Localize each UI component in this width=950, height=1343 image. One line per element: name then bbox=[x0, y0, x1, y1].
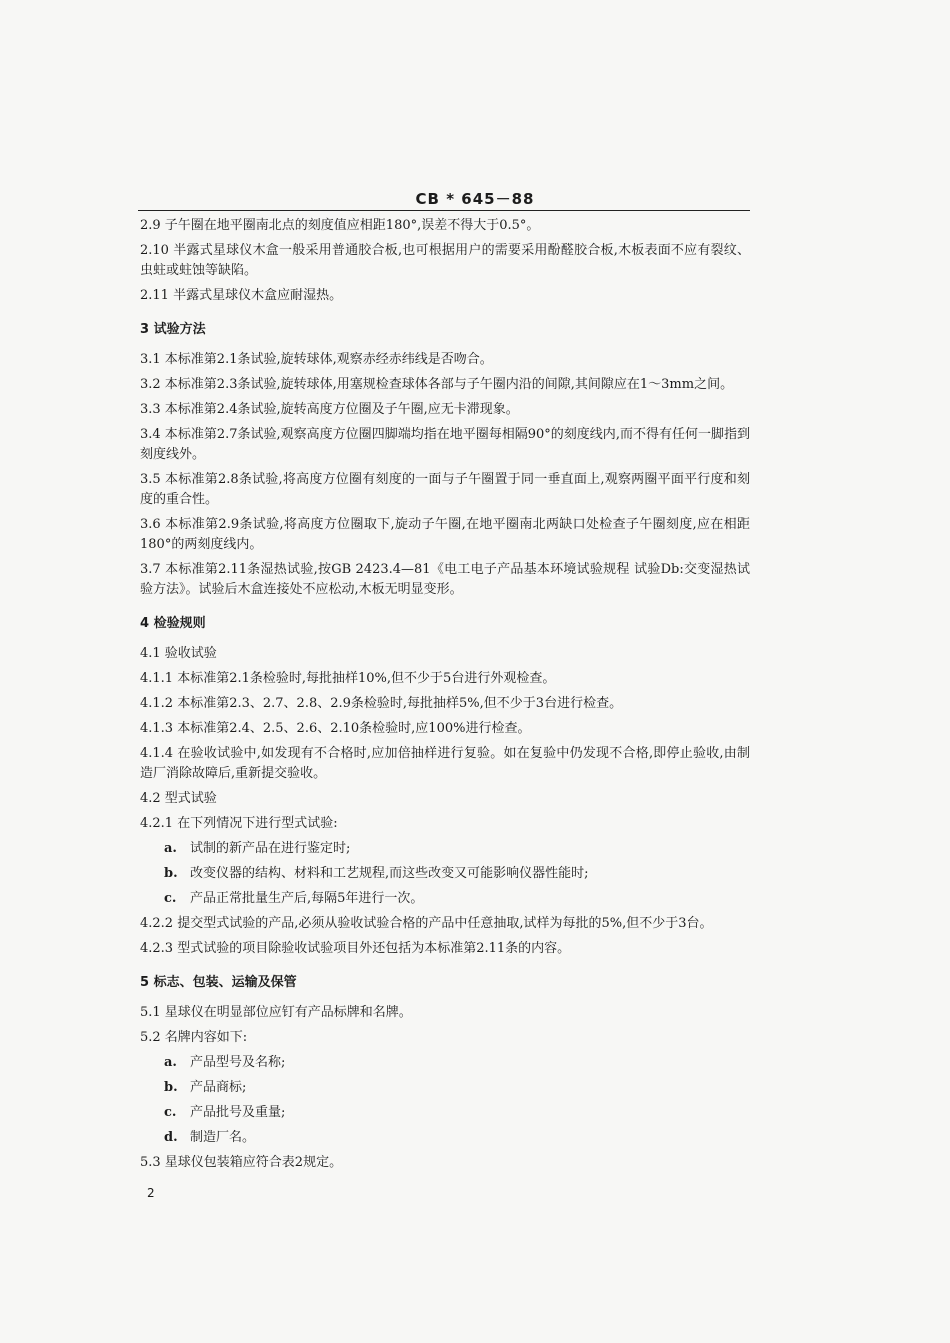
list-item-label: c. bbox=[164, 1105, 177, 1120]
list-item bbox=[140, 1053, 750, 1073]
clause-paragraph: 3.1 本标准第2.1条试验,旋转球体,观察赤经赤纬线是否吻合。 bbox=[140, 352, 493, 367]
clause-paragraph: 4.1.2 本标准第2.3、2.7、2.8、2.9条检验时,每批抽样5%,但不少于3台进行检查。 bbox=[140, 696, 623, 711]
clause-paragraph: 4.1.1 本标准第2.1条检验时,每批抽样10%,但不少于5台进行外观检查。 bbox=[140, 671, 556, 686]
clause-paragraph: 4.1 验收试验 bbox=[140, 646, 217, 661]
list-item-label: c. bbox=[164, 891, 177, 906]
list-item-text: 制造厂名。 bbox=[190, 1130, 256, 1145]
clause-paragraph: 3.3 本标准第2.4条试验,旋转高度方位圈及子午圈,应无卡滞现象。 bbox=[140, 402, 519, 417]
section-heading: 3 试验方法 bbox=[140, 322, 206, 337]
list-item-text: 产品型号及名称; bbox=[190, 1055, 286, 1070]
list-item-text: 试制的新产品在进行鉴定时; bbox=[190, 841, 351, 856]
clause-paragraph: 4.2 型式试验 bbox=[140, 791, 217, 806]
clause-paragraph: 4.1.4 在验收试验中,如发现有不合格时,应加倍抽样进行复验。如在复验中仍发现不合格,即停止验收,由制造厂消除故障后,重新提交验收。 bbox=[140, 746, 750, 781]
list-item-label: a. bbox=[164, 841, 177, 856]
list-item-label: d. bbox=[164, 1130, 178, 1145]
section-heading: 4 检验规则 bbox=[140, 616, 206, 631]
clause-paragraph: 3.7 本标准第2.11条湿热试验,按GB 2423.4—81《电工电子产品基本环境试验规程 试验Db:交变湿热试验方法》。试验后木盒连接处不应松动,木板无明显变形。 bbox=[140, 562, 750, 597]
clause-paragraph: 5.1 星球仪在明显部位应钉有产品标牌和名牌。 bbox=[140, 1005, 412, 1020]
list-item-text: 产品商标; bbox=[190, 1080, 247, 1095]
list-item bbox=[140, 1078, 750, 1098]
list-item bbox=[140, 864, 750, 884]
clause-paragraph: 2.10 半露式星球仪木盒一般采用普通胶合板,也可根据用户的需要采用酚醛胶合板,木板表面不应有裂纹、虫蛀或蛀蚀等缺陷。 bbox=[140, 243, 750, 278]
page-header: CB * 645－88 bbox=[415, 190, 535, 208]
page-number: 2 bbox=[147, 1186, 155, 1200]
list-item bbox=[140, 839, 750, 859]
list-item-label: b. bbox=[164, 1080, 178, 1095]
clause-paragraph: 2.9 子午圈在地平圈南北点的刻度值应相距180°,误差不得大于0.5°。 bbox=[140, 218, 540, 233]
clause-paragraph: 2.11 半露式星球仪木盒应耐湿热。 bbox=[140, 288, 343, 303]
clause-paragraph: 5.2 名牌内容如下: bbox=[140, 1030, 248, 1045]
section-heading: 5 标志、包装、运输及保管 bbox=[140, 975, 297, 990]
list-item-text: 产品正常批量生产后,每隔5年进行一次。 bbox=[190, 891, 424, 906]
clause-paragraph: 3.2 本标准第2.3条试验,旋转球体,用塞规检查球体各部与子午圈内沿的间隙,其间隙应在1～3mm之间。 bbox=[140, 377, 734, 392]
clause-paragraph: 4.2.2 提交型式试验的产品,必须从验收试验合格的产品中任意抽取,试样为每批的5%,但不少于3台。 bbox=[140, 916, 713, 931]
clause-paragraph: 5.3 星球仪包装箱应符合表2规定。 bbox=[140, 1155, 343, 1170]
list-item bbox=[140, 1103, 750, 1123]
list-item-label: b. bbox=[164, 866, 178, 881]
header-rule bbox=[138, 210, 750, 211]
list-item bbox=[140, 1128, 750, 1148]
list-item-text: 产品批号及重量; bbox=[190, 1105, 286, 1120]
clause-paragraph: 4.1.3 本标准第2.4、2.5、2.6、2.10条检验时,应100%进行检查。 bbox=[140, 721, 531, 736]
clause-paragraph: 3.6 本标准第2.9条试验,将高度方位圈取下,旋动子午圈,在地平圈南北两缺口处检查子午圈刻度,应在相距180°的两刻度线内。 bbox=[140, 517, 750, 552]
clause-paragraph: 4.2.3 型式试验的项目除验收试验项目外还包括为本标准第2.11条的内容。 bbox=[140, 941, 571, 956]
list-item-text: 改变仪器的结构、材料和工艺规程,而这些改变又可能影响仪器性能时; bbox=[190, 866, 589, 881]
clause-paragraph: 4.2.1 在下列情况下进行型式试验: bbox=[140, 816, 338, 831]
document-body bbox=[140, 216, 750, 1178]
list-item bbox=[140, 889, 750, 909]
list-item-label: a. bbox=[164, 1055, 177, 1070]
clause-paragraph: 3.4 本标准第2.7条试验,观察高度方位圈四脚端均指在地平圈每相隔90°的刻度线内,而不得有任何一脚指到刻度线外。 bbox=[140, 427, 750, 462]
clause-paragraph: 3.5 本标准第2.8条试验,将高度方位圈有刻度的一面与子午圈置于同一垂直面上,观察两圈平面平行度和刻度的重合性。 bbox=[140, 472, 750, 507]
